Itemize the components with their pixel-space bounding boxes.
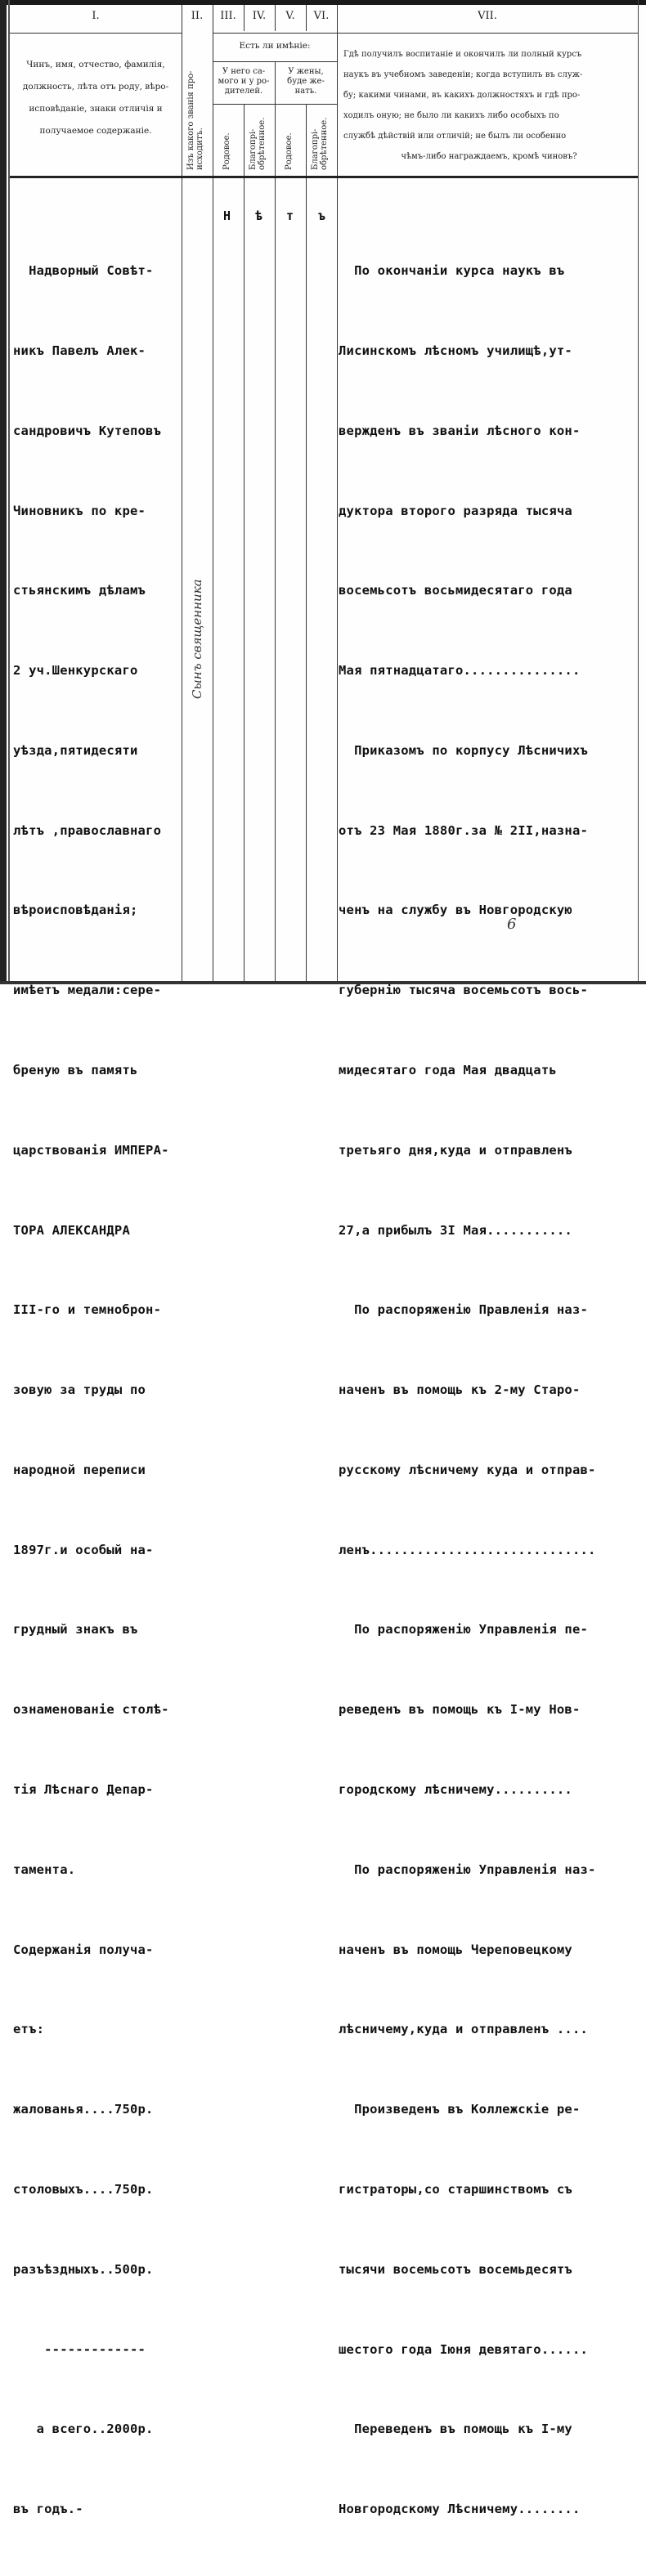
col7-line: ченъ на службу въ Новгородскую <box>339 903 572 918</box>
col1-line: лѣтъ ,православнаго <box>13 822 162 838</box>
col1-entry <box>13 204 182 2576</box>
col2-header-line: исходитъ. <box>195 128 204 170</box>
col1-line: 1897г.и особый на- <box>13 1542 154 1557</box>
col7-line: По окончаніи курса наукъ въ <box>339 263 565 279</box>
col7-header-line: Гдѣ получилъ воспитаніе и окончилъ ли полный курсъ <box>343 50 582 59</box>
col5-header-text: Родовое. <box>285 132 294 170</box>
border-left-inner <box>8 0 10 984</box>
col7-entry <box>339 204 638 2576</box>
col1-line: ТОРА АЛЕКСАНДРА <box>13 1222 130 1238</box>
handwritten-origin: Сынъ священника <box>190 579 204 699</box>
col1-line: 2 уч.Шенкурскаго <box>13 663 138 679</box>
col4-header-text <box>249 118 267 170</box>
col7-line: Переведенъ въ помощь къ I-му <box>339 2421 572 2437</box>
col7-line: ленъ............................. <box>339 1542 596 1557</box>
estate-rule <box>213 61 337 62</box>
wife-estate-line: нать. <box>294 87 317 96</box>
col7-line: третьяго дня,куда и отправленъ <box>339 1142 572 1158</box>
col4-header-line: Благопрі- <box>249 128 258 170</box>
col1-line: столовыхъ....750р. <box>13 2181 154 2197</box>
col1-line: Чиновникъ по кре- <box>13 503 146 518</box>
col1-line: а всего..2000р. <box>13 2421 154 2437</box>
col7-line: шестого года Іюня девятаго...... <box>339 2341 589 2357</box>
col7-line: дуктора второго разряда тысяча <box>339 503 572 518</box>
col1-line: жалованья....750р. <box>13 2102 154 2117</box>
wife-estate-line: буде же- <box>287 77 325 86</box>
col1-line: сандровичъ Кутеповъ <box>13 423 162 438</box>
col-number-1: I. <box>92 10 100 22</box>
col7-line: Мая пятнадцатаго............... <box>339 663 581 679</box>
col-number-4: IV. <box>252 10 267 22</box>
col-divider-6-7 <box>337 5 338 981</box>
border-right <box>638 0 639 984</box>
col7-line: губернію тысяча восемьсотъ вось- <box>339 983 589 998</box>
col-number-3: III. <box>220 10 236 22</box>
col7-line: русскому лѣсничему куда и отправ- <box>339 1462 596 1477</box>
col7-line: Произведенъ въ Коллежскіе ре- <box>339 2102 581 2117</box>
col1-line: стьянскимъ дѣламъ <box>13 583 146 598</box>
col1-header-line: Чинъ, имя, отчество, фамилія, <box>26 60 165 69</box>
own-estate-line: мого и у ро- <box>218 77 270 86</box>
col1-line: тамента. <box>13 1861 76 1877</box>
header-bottom-rule <box>10 176 638 178</box>
col1-line: ------------- <box>13 2341 146 2357</box>
col1-line: тія Лѣснаго Депар- <box>13 1782 154 1798</box>
wife-estate-line: У жены, <box>288 67 324 76</box>
col-number-6: VI. <box>313 10 330 22</box>
col6-header-text <box>311 118 329 170</box>
col7-line: тысячи восемьсотъ восемьдесятъ <box>339 2261 572 2277</box>
col7-header-line: ходилъ оную; не было ли какихъ либо особыхъ по <box>343 111 559 120</box>
col7-line: Приказомъ по корпусу Лѣсничихъ <box>339 742 589 758</box>
col-number-7: VII. <box>478 10 497 22</box>
col1-header-line: должность, лѣта отъ роду, вѣро- <box>22 82 169 92</box>
col1-line: въ годъ.- <box>13 2502 83 2517</box>
col7-line: Лисинскомъ лѣсномъ училищѣ,ут- <box>339 343 572 358</box>
own-estate-line: У него са- <box>222 67 266 76</box>
col7-line: восемьсотъ восьмидесятаго года <box>339 583 572 598</box>
col7-line: По распоряженію Управленія пе- <box>339 1622 589 1637</box>
col1-line: зовую за труды по <box>13 1382 146 1398</box>
col1-line: разъѣздныхъ..500р. <box>13 2261 154 2277</box>
col7-line: лѣсничему,куда и отправленъ .... <box>339 2022 589 2037</box>
col7-line: отъ 23 Мая 1880г.за № 2II,назна- <box>339 822 589 838</box>
header-rule-c1 <box>10 33 182 34</box>
col1-line: вѣроисповѣданія; <box>13 903 138 918</box>
col1-header-line: исповѣданіе, знаки отличія и <box>29 104 163 114</box>
col7-header-line: чѣмъ-либо награждаемъ, кромѣ чиновъ? <box>401 152 577 161</box>
col1-line: никъ Павелъ Алек- <box>13 343 146 358</box>
col1-line: ознаменованіе столѣ- <box>13 1702 169 1718</box>
col7-line: городскому лѣсничему.......... <box>339 1782 572 1798</box>
own-estate-line: дителей. <box>224 87 263 96</box>
col1-line: III-го и темноброн- <box>13 1302 162 1318</box>
col7-line: гистраторы,со старшинствомъ съ <box>339 2181 572 2197</box>
header-rule-c3-7 <box>213 33 638 34</box>
col1-line: царствованія ИМПЕРА- <box>13 1142 169 1158</box>
mark-col5: т <box>286 208 294 223</box>
col7-line: реведенъ въ помощь къ I-му Нов- <box>339 1702 581 1718</box>
col1-line: уѣзда,пятидесяти <box>13 742 138 758</box>
col1-line: грудный знакъ въ <box>13 1622 138 1637</box>
col1-line: етъ: <box>13 2022 45 2037</box>
col7-header-line: наукъ въ учебномъ заведеніи; когда вступилъ въ служ- <box>343 70 583 79</box>
col-divider-4-5 <box>275 61 276 981</box>
col7-line: наченъ въ помощь къ 2-му Старо- <box>339 1382 581 1398</box>
col-number-5: V. <box>285 10 295 22</box>
subgroup-rule <box>213 104 337 105</box>
col7-header-line: бу; какими чинами, въ какихъ должностяхъ и гдѣ про- <box>343 91 581 100</box>
col6-header-line: обрѣтенное. <box>320 117 329 170</box>
col2-header-line: Изъ какого званія про- <box>186 70 195 170</box>
col-divider-5-6 <box>306 105 307 981</box>
col1-line: народной переписи <box>13 1462 146 1477</box>
col7-line: 27,а прибылъ 3I Мая........... <box>339 1222 572 1238</box>
col-number-2: II. <box>191 10 204 22</box>
mark-col3: Н <box>223 208 231 223</box>
mark-col4: ѣ <box>255 208 263 223</box>
border-left <box>0 0 7 984</box>
col7-line: наченъ въ помощь Череповецкому <box>339 1942 572 1957</box>
col7-line: мидесятаго года Мая двадцать <box>339 1063 557 1077</box>
col7-line: Новгородскому Лѣсничему........ <box>339 2502 581 2517</box>
col7-line: вержденъ въ званіи лѣсного кон- <box>339 423 581 438</box>
col6-header-line: Благопрі- <box>311 128 320 170</box>
estate-group-label: Есть ли имѣніе: <box>239 41 311 51</box>
own-estate-label <box>213 67 275 96</box>
handwritten-page-mark: 6 <box>507 916 517 933</box>
border-top <box>0 0 646 5</box>
mark-col6: ъ <box>318 208 326 223</box>
col1-line: Надворный Совѣт- <box>13 263 154 279</box>
col3-header-text: Родовое. <box>222 132 231 170</box>
col1-header-text <box>10 54 182 142</box>
col7-line: По распоряженію Управленія наз- <box>339 1861 596 1877</box>
col7-line: По распоряженію Правленія наз- <box>339 1302 589 1318</box>
col2-header-text <box>186 71 204 171</box>
col1-line: бреную въ память <box>13 1063 138 1077</box>
col1-line: имѣетъ медали:сере- <box>13 983 162 998</box>
col4-header-line: обрѣтенное. <box>258 117 267 170</box>
col1-line: Содержанія получа- <box>13 1942 154 1957</box>
col7-header-text <box>343 44 635 167</box>
col1-header-line: получаемое содержаніе. <box>39 126 152 136</box>
col7-header-line: службѣ дѣйствій или отличій; не былъ ли особенно <box>343 132 567 141</box>
wife-estate-label <box>275 67 337 96</box>
